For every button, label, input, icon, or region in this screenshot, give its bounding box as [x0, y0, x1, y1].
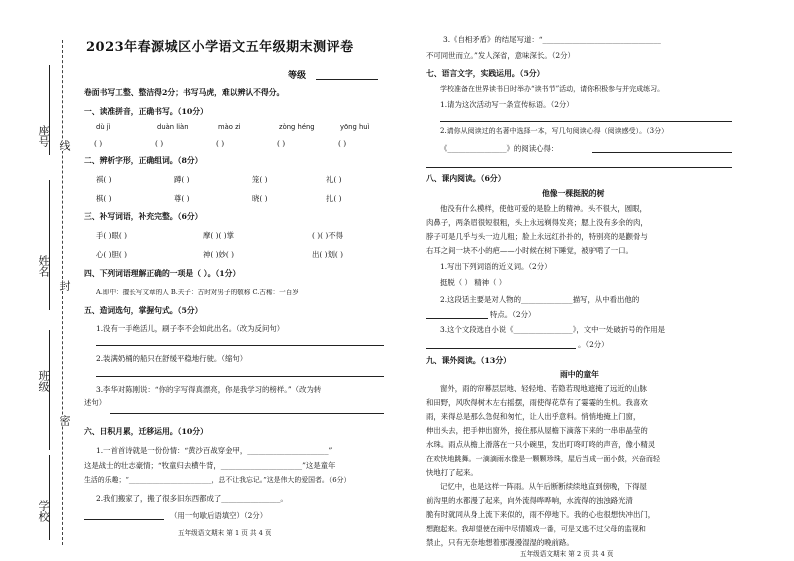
- school-blank: [49, 455, 50, 540]
- seal-char: 封: [58, 280, 71, 291]
- q1-pinyin-4: zòng héng: [279, 123, 315, 131]
- q5-s2: 2.装满奶桶的船只在舒缓平稳地行驶。（缩句）: [96, 354, 248, 363]
- handwriting-note: 卷面书写工整、整洁得2分；书写马虎，难以辨认不得分。: [84, 88, 285, 97]
- q5-s2-blank[interactable]: [96, 376, 384, 377]
- school-label: 学校: [37, 500, 50, 522]
- q6-l5-blank[interactable]: [84, 519, 164, 520]
- q4-heading: 四、下列词语理解正确的一项是（ ）。（1分）: [84, 269, 241, 278]
- q8-q1: 1.写出下列词语的近义词。（2分）: [440, 262, 552, 271]
- q1-answer-5[interactable]: ( ): [338, 139, 347, 148]
- q9-heading: 九、课外阅读。（13分）: [426, 356, 511, 365]
- q1-pinyin-2: duàn liàn: [157, 123, 189, 131]
- q8-heading: 八、课内阅读。（6分）: [426, 174, 506, 183]
- q5-s3a: 3.李华对陈刚说：“你的字写得真漂亮，你是我学习的榜样。”（改为转: [96, 385, 322, 394]
- q1-answer-3[interactable]: ( ): [216, 139, 225, 148]
- c3-line-b: 不可同世而立。”发人深省，意味深长。（2分）: [426, 51, 575, 60]
- q3-r2-3[interactable]: 出( )划( ): [312, 250, 344, 259]
- q7-1-blank[interactable]: [440, 121, 732, 122]
- fold-line: [62, 40, 63, 545]
- footer-left: 五年级语文期末 第 1 页 共 4 页: [178, 529, 272, 537]
- q8-passage-title: 他像一棵挺脱的树: [542, 189, 605, 198]
- q9-p11: 想跑起来。我却望使在雨中尽情嬉戏一番，可是又逃不过父母的监视和: [426, 524, 646, 533]
- footer-right: 五年级语文期末 第 2 页 共 4 页: [520, 550, 614, 558]
- q8-q3[interactable]: 3.这个文段选自小说《________________》，文中一处破折号的作用是: [440, 325, 666, 334]
- q7-2-blank-2[interactable]: [426, 167, 732, 168]
- q8-q2b: 特点。（2分）: [490, 310, 536, 319]
- q8-p3: 脖子可是几乎与头一边儿粗；脸上永远红扑扑的，特别亮的是颧骨与: [426, 232, 648, 241]
- q1-pinyin-3: mào zi: [218, 123, 241, 131]
- q8-q3-blank[interactable]: [426, 348, 576, 349]
- q7-intro: 学校准备在世界读书日时举办“读书节”活动，请你积极参与并完成练习。: [440, 85, 665, 93]
- q9-passage-title: 雨中的童年: [560, 370, 599, 379]
- q9-p5: 水珠。雨点从檐上滑落在一只小碗里，发出叮咚叮咚的声音，像小精灵: [426, 440, 656, 449]
- q2-r2-3[interactable]: 晓( ): [252, 194, 268, 203]
- class-label: 班级: [37, 370, 50, 392]
- q5-s1-blank[interactable]: [96, 345, 384, 346]
- q2-r1-1[interactable]: 祺( ): [96, 175, 112, 184]
- q9-p7: 快地打了起来。: [426, 468, 478, 477]
- q8-p4: 右耳之间一块不小的疤——小时候在树下睡觉，被驴啃了一口。: [426, 246, 633, 255]
- q5-s3b: 述句）: [84, 398, 107, 407]
- q9-p10: 脆有时就同从身上流下来似的，雨不停地下。我的心也很想快冲出门，: [426, 510, 656, 519]
- q8-q2-blank[interactable]: [426, 318, 488, 319]
- q5-heading: 五、造词选句，掌握句式。（5分）: [84, 306, 203, 315]
- q2-r2-4[interactable]: 扎( ): [326, 194, 342, 203]
- secret-char: 密: [58, 415, 71, 426]
- q5-s3-blank[interactable]: [110, 413, 384, 414]
- q2-r1-2[interactable]: 蹲( ): [174, 175, 190, 184]
- q6-l2[interactable]: 这是战士的壮志豪情；“牧童归去横牛背，______________________”这是童年: [84, 461, 336, 470]
- q6-l1[interactable]: 1.一首首诗就是一份份情：“黄沙百战穿金甲，______________________”: [96, 446, 333, 455]
- q8-q2a[interactable]: 2.这段话主要是对人物的______________描写，从中看出他的: [440, 295, 640, 304]
- q1-heading: 一、读准拼音，正确书写。（10分）: [84, 107, 208, 116]
- q9-p8: 记忆中，也是这样一阵雨。从午后断断续续地直到傍晚，下得屋: [440, 482, 647, 491]
- c3-line-a[interactable]: 3.《自相矛盾》的结尾写道：“________________________________: [443, 35, 661, 44]
- seat-label: 座号: [37, 125, 50, 147]
- q2-heading: 二、辨析字形，正确组词。（8分）: [84, 156, 203, 165]
- q6-l5: （用一句歇后语填空）（2分）: [170, 511, 268, 520]
- q2-r1-4[interactable]: 礼( ): [326, 175, 342, 184]
- q3-r1-1[interactable]: 手( )眼( ): [96, 231, 128, 240]
- q1-answer-4[interactable]: ( ): [277, 139, 286, 148]
- q2-r2-2[interactable]: 尊( ): [174, 194, 190, 203]
- q7-1: 1.请为这次活动写一条宣传标语。（2分）: [440, 100, 574, 109]
- q8-q3b: 。（2分）: [578, 340, 609, 349]
- q1-pinyin-1: dù jì: [96, 123, 111, 131]
- q9-p4: 伸出头去，把手伸出窗外，接住那从屋檐下滴落下来的一串串晶莹的: [426, 426, 648, 435]
- q8-q1b[interactable]: 挺脱（ ） 精神（ ）: [440, 278, 507, 287]
- q7-heading: 七、语言文字，实践运用。（5分）: [426, 69, 545, 78]
- q3-r2-1[interactable]: 心( )胆( ): [96, 250, 128, 259]
- q7-2b[interactable]: 《________________》的阅读心得：: [440, 144, 559, 153]
- q9-p9: 前沟里的水都漫了起来，向外流得哗哗响，水流得的浊浊路光清: [426, 496, 633, 505]
- exam-title: 2023年春源城区小学语文五年级期末测评卷: [86, 40, 354, 55]
- q6-heading: 六、日积月累，迁移运用。（10分）: [84, 427, 208, 436]
- line-char: 线: [58, 140, 71, 151]
- q9-p6: 在欢快地跳舞。一滴滴雨水像是一颗颗珍珠，屋后当成一面小鼓，兴奋而轻: [426, 454, 661, 463]
- q9-p3: 雨，来得总是那么急促和匆忙，让人出乎意料。悄悄地掩上门窗，: [426, 412, 641, 421]
- q1-pinyin-5: yōng huì: [340, 123, 370, 131]
- q3-heading: 三、补写词语，补充完整。（6分）: [84, 212, 203, 221]
- q7-2a: 2.请你从阅读过的名著中选择一本，写几句阅读心得（阅读感受）。（3分）: [440, 127, 669, 135]
- q6-l4[interactable]: 2.我们搬家了，搬了很多旧东西都成了________________。: [96, 494, 288, 503]
- q1-answer-1[interactable]: ( ): [94, 139, 103, 148]
- q6-l3[interactable]: 生活的乐趣；“________________________，总不让我忘记。”这是伟大的爱国者。（6分）: [84, 476, 351, 484]
- q3-r1-2[interactable]: 摩( )( )掌: [203, 231, 235, 240]
- q4-options: A.即中：擅长写文章的人 B.夫子：古时对男子的敬称 C.古稀：一百岁: [96, 289, 299, 296]
- q9-p12: 禁止，只有无奈地想着那漫漫湿湿的晚前路。: [426, 538, 574, 547]
- q1-answer-2[interactable]: ( ): [155, 139, 164, 148]
- q2-r1-3[interactable]: 笼( ): [252, 175, 268, 184]
- name-blank: [49, 180, 50, 310]
- grade-blank[interactable]: [316, 79, 378, 80]
- q3-r2-2[interactable]: 神( )妙( ): [203, 250, 235, 259]
- name-label: 姓名: [37, 255, 50, 277]
- q3-r1-3[interactable]: ( )( )不得: [312, 231, 344, 240]
- q2-r2-1[interactable]: 棋( ): [96, 194, 112, 203]
- q8-p2: 肉鼻子，两条眉很短很粗，头上永远剃得发亮；腮上没有多余的肉，: [426, 218, 648, 227]
- q9-p1: 窗外，雨的帘幕层层地、轻轻地、若隐若现地遮掩了远近的山脉: [440, 384, 647, 393]
- q9-p2: 和田野，风吹得树木左右摇摆，雨使得花草有了霎霎的生机。我喜欢: [426, 398, 648, 407]
- q7-2-blank-1[interactable]: [592, 152, 732, 153]
- q8-p1: 他没有什么模样，使他可爱的是脸上的精神。头不很大，圆眼，: [440, 204, 647, 213]
- q5-s1: 1.没有一手绝活儿，刷子李不会如此出名。（改为反问句）: [96, 324, 285, 333]
- grade-label: 等级: [288, 71, 307, 81]
